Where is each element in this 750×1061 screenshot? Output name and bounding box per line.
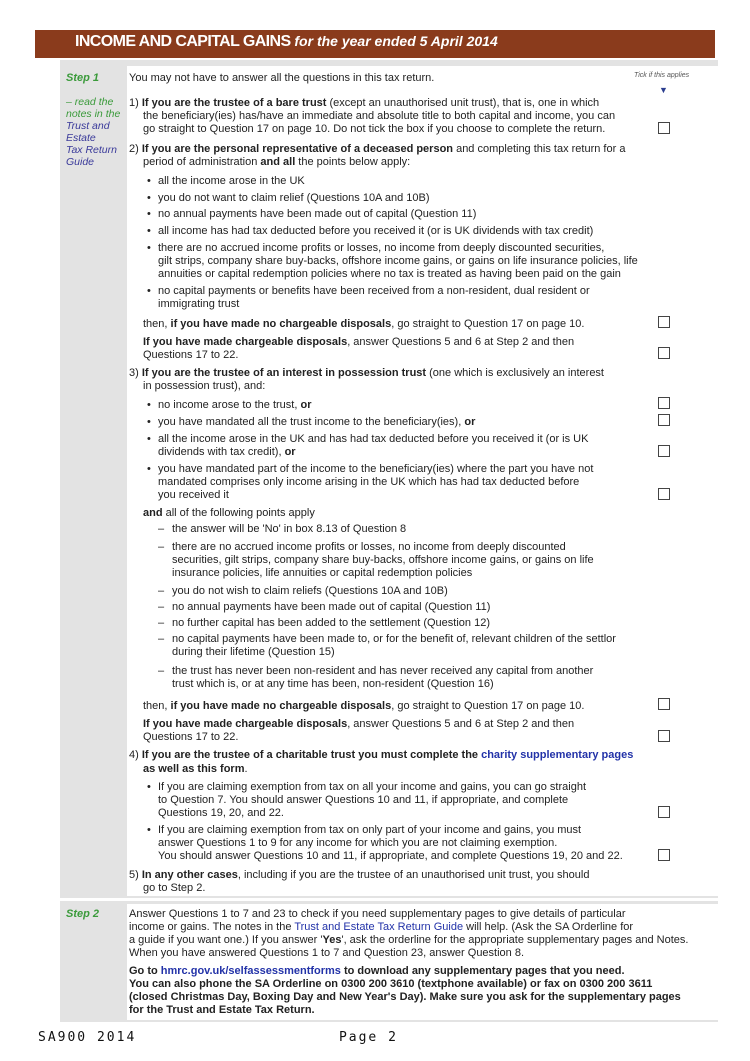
q2-bullet: • no capital payments or benefits have been received from a non-resident, dual resident or [158, 285, 590, 298]
q2-no-disposals-checkbox[interactable] [658, 316, 670, 328]
q4-line2: as well as this form. [143, 763, 248, 775]
step2-line6: You can also phone the SA Orderline on 0300 200 3610 (textphone available) or fax on 0300 200 3611 [129, 978, 653, 990]
q4-bullet: • If you are claiming exemption from tax on all your income and gains, you can go straight [158, 781, 586, 794]
guide-link[interactable]: Trust and Estate Tax Return Guide [294, 921, 464, 933]
q3-bullet-cont: mandated comprises only income arising in the UK which has had tax deducted before [158, 476, 580, 488]
q3-dash-cont: securities, gilt strips, company share buy-backs, offshore income gains, or gains on life [172, 554, 594, 566]
q5-line2: go to Step 2. [143, 882, 206, 894]
q3-dash: – the answer will be 'No' in box 8.13 of Question 8 [172, 523, 406, 536]
q3-if: If you have made chargeable disposals, answer Questions 5 and 6 at Step 2 and then [143, 718, 575, 730]
q4-bullet-cont: to Question 7. You should answer Questions 10 and 11, if appropriate, and complete [158, 794, 569, 806]
step2-label: Step 2 [66, 908, 100, 920]
step2-line8: for the Trust and Estate Tax Return. [129, 1004, 315, 1016]
q4-line1: 4) If you are the trustee of a charitable trust you must complete the charity supplementary pages [129, 749, 634, 761]
q2-bullet: • you do not want to claim relief (Questions 10A and 10B) [158, 192, 430, 205]
section-header [35, 30, 715, 58]
step2-line2: income or gains. The notes in the Trust and Estate Tax Return Guide will help. (Ask the SA Orderline for [129, 921, 634, 933]
q3-dash-cont: trust which is, or at any time has been, non-resident (Question 16) [172, 678, 494, 690]
q2-bullet: • all the income arose in the UK [158, 175, 305, 188]
q1-line2: the beneficiary(ies) has/have an immediate and absolute title to both capital and income, you can [143, 110, 616, 122]
q3-dash: – no further capital has been added to the settlement (Question 12) [172, 617, 490, 630]
down-triangle-icon: ▼ [659, 85, 668, 95]
q3-dash-cont: during their lifetime (Question 15) [172, 646, 335, 658]
hmrc-forms-link[interactable]: hmrc.gov.uk/selfassessmentforms [160, 965, 341, 977]
step2-line7: (closed Christmas Day, Boxing Day and New Year's Day). Make sure you ask for the supplementary pages [129, 991, 681, 1003]
form-code: SA900 2014 [38, 1030, 137, 1045]
q4-bullet: • If you are claiming exemption from tax on only part of your income and gains, you must [158, 824, 581, 837]
q3-dash: – there are no accrued income profits or losses, no income from deeply discounted [172, 541, 566, 554]
q3-then: then, if you have made no chargeable disposals, go straight to Question 17 on page 10. [143, 700, 585, 712]
q4-bullet-cont: answer Questions 1 to 9 for any income for which you are not claiming exemption. [158, 837, 558, 849]
q3-bullet: • all the income arose in the UK and has had tax deducted before you received it (or is UK [158, 433, 588, 446]
q3-bullet: • no income arose to the trust, or [158, 399, 311, 412]
q3-no-disposals-checkbox[interactable] [658, 698, 670, 710]
q2-line2: period of administration and all the points below apply: [143, 156, 411, 168]
q3-checkbox-3[interactable] [658, 445, 670, 457]
q2-disposals-checkbox[interactable] [658, 347, 670, 359]
step2-line5: Go to hmrc.gov.uk/selfassessmentforms to download any supplementary pages that you need. [129, 965, 625, 977]
step1-side-note: – read the notes in the Trust and Estate Tax Return Guide [66, 96, 121, 168]
q4-checkbox-1[interactable] [658, 806, 670, 818]
q2-bullet-cont: immigrating trust [158, 298, 240, 310]
q2-then: then, if you have made no chargeable disposals, go straight to Question 17 on page 10. [143, 318, 585, 330]
tick-label: Tick if this applies [634, 72, 690, 79]
page-number: Page 2 [338, 1030, 398, 1045]
q4-checkbox-2[interactable] [658, 849, 670, 861]
q2-bullet: • there are no accrued income profits or losses, no income from deeply discounted securities, [158, 242, 604, 255]
q4-bullet-cont: You should answer Questions 10 and 11, if appropriate, and complete Questions 19, 20 and 22. [158, 850, 623, 862]
q3-and: and all of the following points apply [143, 507, 315, 519]
q3-bullet: • you have mandated part of the income to the beneficiary(ies) where the part you have not [158, 463, 593, 476]
q5-line1: 5) In any other cases, including if you are the trustee of an unauthorised unit trust, you should [129, 869, 590, 881]
q3-disposals-checkbox[interactable] [658, 730, 670, 742]
q1-line1: 1) If you are the trustee of a bare trust (except an unauthorised unit trust), that is, one in which [129, 97, 600, 109]
q3-dash: – no annual payments have been made out of capital (Question 11) [172, 601, 490, 614]
q2-bullet: • all income has had tax deducted before you received it (or is UK dividends with tax credit) [158, 225, 593, 238]
q2-bullet: • no annual payments have been made out of capital (Question 11) [158, 208, 476, 221]
q3-dash: – you do not wish to claim reliefs (Questions 10A and 10B) [172, 585, 448, 598]
q1-line3: go straight to Question 17 on page 10. Do not tick the box if you choose to complete the return. [143, 123, 606, 135]
q2-bullet-cont: annuities or capital redemption policies where no tax is treated as having been paid on the gain [158, 268, 621, 280]
section-title: INCOME AND CAPITAL GAINS for the year ended 5 April 2014 [75, 33, 498, 50]
q3-checkbox-4[interactable] [658, 488, 670, 500]
q3-checkbox-2[interactable] [658, 414, 670, 426]
step2-line3: a guide if you want one.) If you answer 'Yes', ask the orderline for the appropriate supplementary pages and Notes. [129, 934, 689, 946]
q3-bullet-cont: dividends with tax credit), or [158, 446, 296, 458]
charity-pages-link[interactable]: charity supplementary pages [481, 749, 634, 761]
q3-line2: in possession trust), and: [143, 380, 266, 392]
q2-if-cont: Questions 17 to 22. [143, 349, 239, 361]
step1-label: Step 1 [66, 72, 100, 84]
q3-bullet-cont: you received it [158, 489, 229, 501]
q2-if: If you have made chargeable disposals, answer Questions 5 and 6 at Step 2 and then [143, 336, 575, 348]
q3-bullet: • you have mandated all the trust income to the beneficiary(ies), or [158, 416, 475, 429]
q1-checkbox[interactable] [658, 122, 670, 134]
q3-dash-cont: insurance policies, life annuities or capital redemption policies [172, 567, 473, 579]
section-subtitle: for the year ended 5 April 2014 [294, 33, 498, 49]
step2-line4: When you have answered Questions 1 to 7 and Question 23, answer Question 8. [129, 947, 525, 959]
q3-checkbox-1[interactable] [658, 397, 670, 409]
footer [38, 1030, 398, 1045]
step1-intro: You may not have to answer all the questions in this tax return. [129, 72, 435, 84]
q2-line1: 2) If you are the personal representative of a deceased person and completing this tax return for a [129, 143, 626, 155]
q2-bullet-cont: gilt strips, company share buy-backs, offshore income gains, or gains on life insurance policies, life [158, 255, 638, 267]
step2-line1: Answer Questions 1 to 7 and 23 to check if you need supplementary pages to give details of particular [129, 908, 626, 920]
q3-line1: 3) If you are the trustee of an interest in possession trust (one which is exclusively an interest [129, 367, 604, 379]
q3-dash: – the trust has never been non-resident and has never received any capital from another [172, 665, 593, 678]
q3-dash: – no capital payments have been made to, or for the benefit of, relevant children of the settlor [172, 633, 616, 646]
q4-bullet-cont: Questions 19, 20, and 22. [158, 807, 284, 819]
q3-if-cont: Questions 17 to 22. [143, 731, 239, 743]
